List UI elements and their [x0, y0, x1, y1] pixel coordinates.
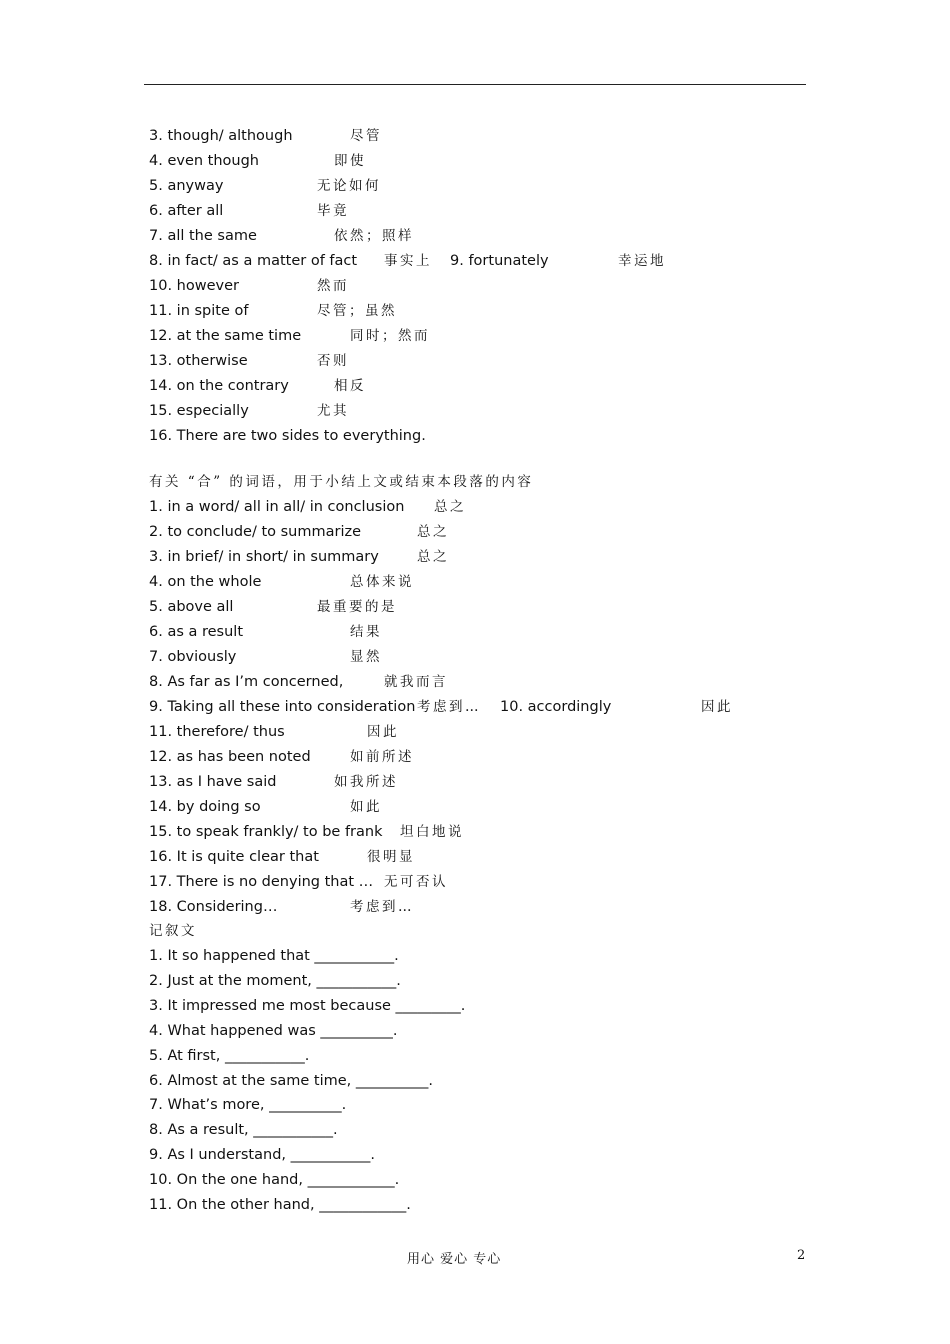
- sentence-line: 10. On the one hand, ____________.: [149, 1172, 400, 1188]
- sentence-line: 3. It impressed me most because _________.: [149, 998, 466, 1014]
- phrase-en: 17. There is no denying that …: [149, 874, 374, 890]
- phrase-cn: 依然；照样: [334, 228, 414, 244]
- footer-motto: 用心 爱心 专心: [407, 1252, 502, 1267]
- phrase-line: [149, 695, 733, 719]
- sentence-line: 2. Just at the moment, ___________.: [149, 973, 401, 989]
- phrase-line: [149, 224, 414, 248]
- phrase-line: [149, 424, 426, 448]
- phrase-cn: 总体来说: [350, 574, 414, 590]
- phrase-cn: 毕竟: [317, 203, 349, 219]
- phrase-cn: 总之: [417, 549, 449, 565]
- phrase-cn: 总之: [434, 499, 466, 515]
- phrase-cn: 因此: [367, 724, 399, 740]
- phrase-cn: 即使: [334, 153, 366, 169]
- phrase-en: 11. in spite of: [149, 303, 249, 319]
- phrase-en: 16. It is quite clear that: [149, 849, 319, 865]
- phrase-en: 4. even though: [149, 153, 259, 169]
- phrase-en: 3. though/ although: [149, 128, 293, 144]
- phrase-line: [149, 770, 398, 794]
- phrase-en: 8. As far as I’m concerned,: [149, 674, 344, 690]
- phrase-cn: 最重要的是: [317, 599, 397, 615]
- phrase-en: 6. after all: [149, 203, 224, 219]
- phrase-en: 6. as a result: [149, 624, 244, 640]
- phrase-cn: 尽管: [350, 128, 382, 144]
- phrase-line: [149, 545, 449, 569]
- phrase-line: [149, 124, 382, 148]
- phrase-en: 2. to conclude/ to summarize: [149, 524, 362, 540]
- phrase-line: [149, 870, 448, 894]
- phrase-en: 4. on the whole: [149, 574, 262, 590]
- phrase-line: [149, 349, 349, 373]
- phrase-en: 5. above all: [149, 599, 234, 615]
- phrase-line: [149, 895, 414, 919]
- phrase-line: [149, 845, 415, 869]
- phrase-en: 13. as I have said: [149, 774, 277, 790]
- phrase-line: [149, 720, 399, 744]
- phrase-line: [149, 495, 466, 519]
- phrase-cn: 考虑到…: [417, 699, 481, 715]
- phrase-line: [149, 174, 381, 198]
- phrase-line: [149, 249, 666, 273]
- phrase-cn: 相反: [334, 378, 366, 394]
- phrase-line: [149, 324, 430, 348]
- phrase-en: 12. as has been noted: [149, 749, 311, 765]
- header-rule: [144, 84, 806, 85]
- phrase-en: 18. Considering…: [149, 899, 278, 915]
- phrase-cn: 无论如何: [317, 178, 381, 194]
- phrase-line: [149, 374, 366, 398]
- phrase-cn: 如我所述: [334, 774, 398, 790]
- phrase-en: 7. obviously: [149, 649, 237, 665]
- phrase-line: [149, 670, 448, 694]
- phrase-cn: 然而: [317, 278, 349, 294]
- phrase-en: 15. especially: [149, 403, 249, 419]
- phrase-en: 11. therefore/ thus: [149, 724, 285, 740]
- sentence-line: 5. At first, ___________.: [149, 1048, 310, 1064]
- sentence-line: 6. Almost at the same time, __________.: [149, 1073, 434, 1089]
- phrase-en: 12. at the same time: [149, 328, 302, 344]
- phrase-line: [149, 399, 349, 423]
- phrase-line: [149, 620, 382, 644]
- phrase-line: [149, 199, 349, 223]
- phrase-cn: 结果: [350, 624, 382, 640]
- sentence-line: 7. What’s more, __________.: [149, 1097, 347, 1113]
- phrase-line: [149, 274, 349, 298]
- phrase-cn: 如前所述: [350, 749, 414, 765]
- phrase-en: 5. anyway: [149, 178, 224, 194]
- phrase-en: 9. Taking all these into consideration: [149, 699, 416, 715]
- phrase-cn: 幸运地: [618, 253, 666, 269]
- phrase-cn: 很明显: [367, 849, 415, 865]
- phrase-cn: 因此: [701, 699, 733, 715]
- phrase-cn: 考虑到…: [350, 899, 414, 915]
- phrase-cn: 坦白地说: [400, 824, 464, 840]
- section-heading-text: 记叙文: [149, 923, 197, 939]
- phrase-line: [149, 299, 397, 323]
- phrase-line: [149, 745, 414, 769]
- phrase-cn: 尤其: [317, 403, 349, 419]
- phrase-cn: 无可否认: [384, 874, 448, 890]
- phrase-line: [149, 595, 397, 619]
- phrase-cn: 就我而言: [384, 674, 448, 690]
- phrase-en: 8. in fact/ as a matter of fact: [149, 253, 358, 269]
- phrase-en: 10. however: [149, 278, 239, 294]
- phrase-en: 14. on the contrary: [149, 378, 289, 394]
- phrase-en: 7. all the same: [149, 228, 257, 244]
- phrase-cn: 同时；然而: [350, 328, 430, 344]
- phrase-cn: 如此: [350, 799, 382, 815]
- phrase-en: 16. There are two sides to everything.: [149, 428, 426, 444]
- phrase-cn: 尽管；虽然: [317, 303, 397, 319]
- phrase-line: [149, 149, 366, 173]
- sentence-line: 4. What happened was __________.: [149, 1023, 398, 1039]
- phrase-line: [149, 645, 382, 669]
- phrase-en: 9. fortunately: [450, 253, 549, 269]
- phrase-en: 15. to speak frankly/ to be frank: [149, 824, 383, 840]
- phrase-cn: 事实上: [384, 253, 432, 269]
- sentence-line: 8. As a result, ___________.: [149, 1122, 338, 1138]
- phrase-line: [149, 570, 414, 594]
- sentence-line: 11. On the other hand, ____________.: [149, 1197, 411, 1213]
- phrase-en: 3. in brief/ in short/ in summary: [149, 549, 379, 565]
- page-number: 2: [797, 1248, 806, 1263]
- phrase-line: [149, 520, 449, 544]
- sentence-line: 1. It so happened that ___________.: [149, 948, 399, 964]
- phrase-en: 1. in a word/ all in all/ in conclusion: [149, 499, 405, 515]
- phrase-en: 10. accordingly: [500, 699, 612, 715]
- sentence-line: 9. As I understand, ___________.: [149, 1147, 375, 1163]
- phrase-en: 14. by doing so: [149, 799, 261, 815]
- phrase-line: [149, 820, 464, 844]
- phrase-cn: 显然: [350, 649, 382, 665]
- phrase-line: [149, 795, 382, 819]
- phrase-cn: 否则: [317, 353, 349, 369]
- phrase-cn: 总之: [417, 524, 449, 540]
- section-heading-text: 有关 “合” 的词语，用于小结上文或结束本段落的内容: [149, 474, 534, 490]
- phrase-en: 13. otherwise: [149, 353, 248, 369]
